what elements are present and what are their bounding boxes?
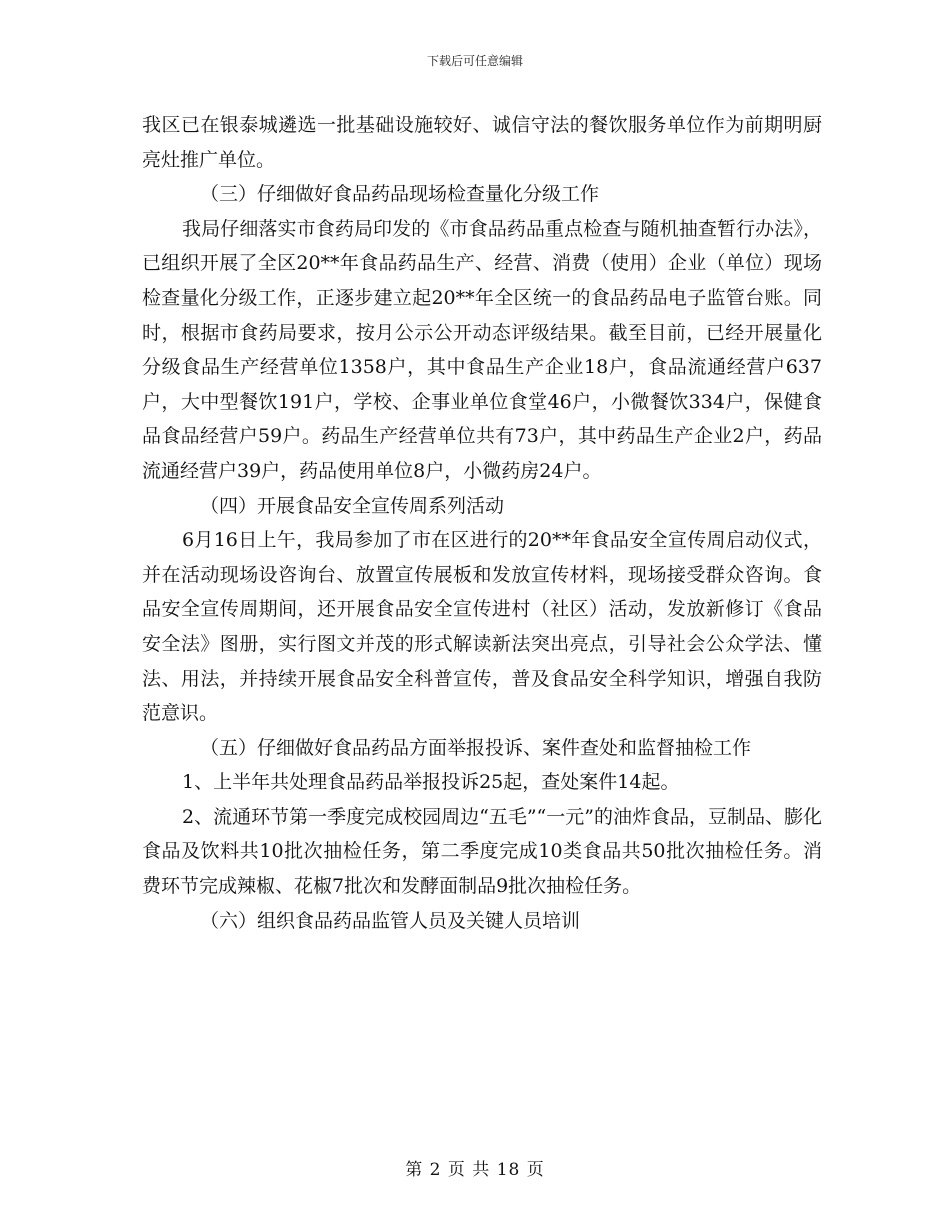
page-header-note: 下载后可任意编辑 <box>426 54 523 68</box>
page-number-footer: 第 2 页 共 18 页 <box>405 1160 545 1180</box>
section-heading-6: （六）组织食品药品监管人员及关键人员培训 <box>200 909 581 932</box>
paragraph-sampling: 2、流通环节第一季度完成校园周边“五毛”“一元”的油炸食品，豆制品、膨化食品及饮料共10批次抽检任务，第二季度完成10类食品共50批次抽检任务。消费环节完成辣椒、花椒7批次和发酵面制品9批次抽检任务。 <box>142 805 822 898</box>
paragraph-inspection-grading: 我局仔细落实市食药局印发的《市食品药品重点检查与随机抽查暂行办法》，已组织开展了全区20**年食品药品生产、经营、消费（使用）企业（单位）现场检查量化分级工作，正逐步建立起20**年全区统一的食品药品电子监管台账。同时，根据市食药局要求，按月公示公开动态评级结果。截至目前，已经开展量化分级食品生产经营单位1358户，其中食品生产企业18户，食品流通经营户637户，大中型餐饮191户，学校、企事业单位食堂46户，小微餐饮334户，保健食品食品经营户59户。药品生产经营单位共有73户，其中药品生产企业2户，药品流通经营户39户，药品使用单位8户，小微药房24户。 <box>142 217 822 482</box>
paragraph-safety-week: 6月16日上午，我局参加了市在区进行的20**年食品安全宣传周启动仪式，并在活动现场设咨询台、放置宣传展板和发放宣传材料，现场接受群众咨询。食品安全宣传周期间，还开展食品安全宣传进村（社区）活动，发放新修订《食品安全法》图册，实行图文并茂的形式解读新法突出亮点，引导社会公众学法、懂法、用法，并持续开展食品安全科普宣传，普及食品安全科学知识，增强自我防范意识。 <box>142 529 822 725</box>
section-heading-5: （五）仔细做好食品药品方面举报投诉、案件查处和监督抽检工作 <box>200 736 752 759</box>
paragraph-complaints: 1、上半年共处理食品药品举报投诉25起，查处案件14起。 <box>182 771 680 794</box>
paragraph-promotion-units: 我区已在银泰城遴选一批基础设施较好、诚信守法的餐饮服务单位作为前期明厨亮灶推广单位。 <box>142 114 822 171</box>
section-heading-3: （三）仔细做好食品药品现场检查量化分级工作 <box>200 183 600 206</box>
section-heading-4: （四）开展食品安全宣传周系列活动 <box>200 494 505 517</box>
document-body <box>142 108 822 938</box>
